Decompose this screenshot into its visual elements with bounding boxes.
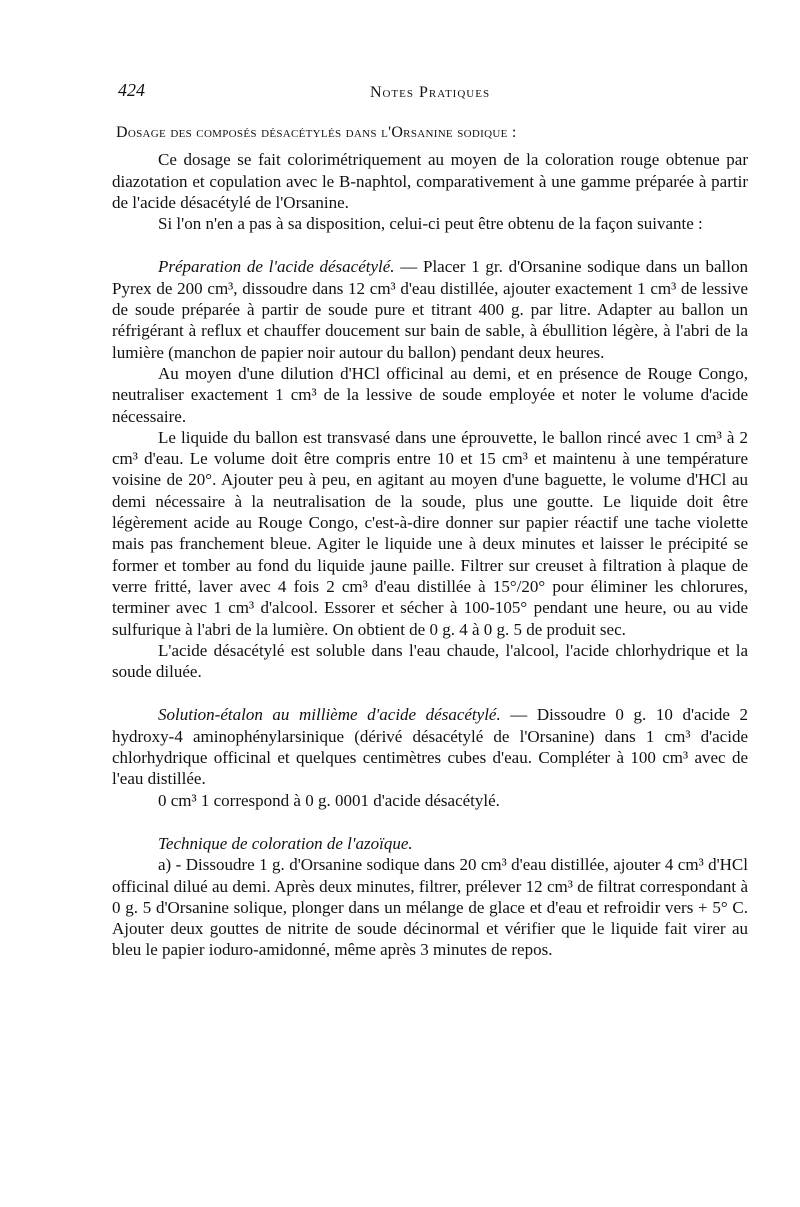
page-header (112, 80, 748, 102)
intro-paragraph-1: Ce dosage se fait colorimétriquement au moyen de la coloration rouge obtenue par diazotation et copulation avec le B-naphtol, comparativement à une gamme préparée à partir de l'acide désacétylé de l'Orsanine. (112, 150, 748, 212)
preparation-heading: Préparation de l'acide désacétylé. (158, 257, 395, 277)
preparation-paragraph-2: Au moyen d'une dilution d'HCl officinal au demi, et en présence de Rouge Congo, neutraliser exactement 1 cm³ de la lessive de soude employée et noter le volume d'acide nécessaire. (112, 363, 748, 426)
intro-paragraph-2: Si l'on n'en a pas à sa disposition, celui-ci peut être obtenu de la façon suivante : (158, 214, 703, 234)
page-number: 424 (118, 80, 145, 100)
preparation-paragraph-3: Le liquide du ballon est transvasé dans une éprouvette, le ballon rincé avec 1 cm³ à 2 cm³ d'eau. Le volume doit être compris entre 10 et 15 cm³ et maintenu à une température voisine de 20°. Ajouter peu à peu, en agitant au moyen d'une baguette, le volume d'HCl au demi nécessaire à la neutralisation de la soude, plus une goutte. Le liquide doit être légèrement acide au Rouge Congo, c'est-à-dire donner sur papier réactif une tache violette mais pas franchement bleue. Agiter le liquide une à deux minutes et laisser le précipité se former et tomber au fond du liquide jaune paille. Filtrer sur creuset à filtration à plaque de verre fritté, laver avec 4 fois 2 cm³ d'eau distillée à 15°/20° pour éliminer les chlorures, terminer avec 1 cm³ d'alcool. Essorer et sécher à 100-105° pendant une heure, ou au vide sulfurique à l'abri de la lumière. On obtient de 0 g. 4 à 0 g. 5 de produit sec. (112, 427, 748, 639)
technique-heading: Technique de coloration de l'azoïque. (158, 833, 413, 853)
running-head: Notes Pratiques (369, 84, 491, 101)
solution-lead: — Dissoudre 0 g. 10 d'acide 2 hydroxy-4 aminophénylarsinique (dérivé désacétylé de l'Orsanine) dans 1 cm³ d'acide chlorhydrique officinal et quelques centimètres cubes d'eau. Compléter à 100 cm³ avec de l'eau distillée. (112, 705, 748, 789)
technique-paragraph-2: a) - Dissoudre 1 g. d'Orsanine sodique dans 20 cm³ d'eau distillée, ajouter 4 cm³ d'HCl officinal dilué au demi. Après deux minutes, filtrer, prélever 12 cm³ de filtrat correspondant à 0 g. 5 d'Orsanine solique, plonger dans un mélange de glace et d'eau et refroidir vers + 5° C. Ajouter deux gouttes de nitrite de soude décinormal et vérifier que le liquide fait virer au bleu le papier ioduro-amidonné, même après 3 minutes de repos. (112, 855, 748, 960)
section-title: Dosage des composés désacétylés dans l'Orsanine sodique : (116, 124, 517, 141)
solution-paragraph-2: 0 cm³ 1 correspond à 0 g. 0001 d'acide désacétylé. (158, 790, 500, 810)
solution-paragraph (112, 704, 748, 789)
solution-heading: Solution-étalon au millième d'acide désacétylé. (158, 705, 501, 725)
preparation-lead: — Placer 1 gr. d'Orsanine sodique dans un ballon Pyrex de 200 cm³, dissoudre dans 12 cm³ d'eau distillée, ajouter exactement 1 cm³ de lessive de soude préparée à partir de soude pure et titrant 400 g. par litre. Adapter au ballon un réfrigérant à reflux et chauffer doucement sur bain de sable, à ébullition légère, à l'abri de la lumière (manchon de papier noir autour du ballon) pendant deux heures. (112, 257, 748, 362)
technique-paragraph (112, 833, 748, 854)
preparation-paragraph (112, 256, 748, 362)
preparation-paragraph-4: L'acide désacétylé est soluble dans l'eau chaude, l'alcool, l'acide chlorhydrique et la soude diluée. (112, 640, 748, 682)
